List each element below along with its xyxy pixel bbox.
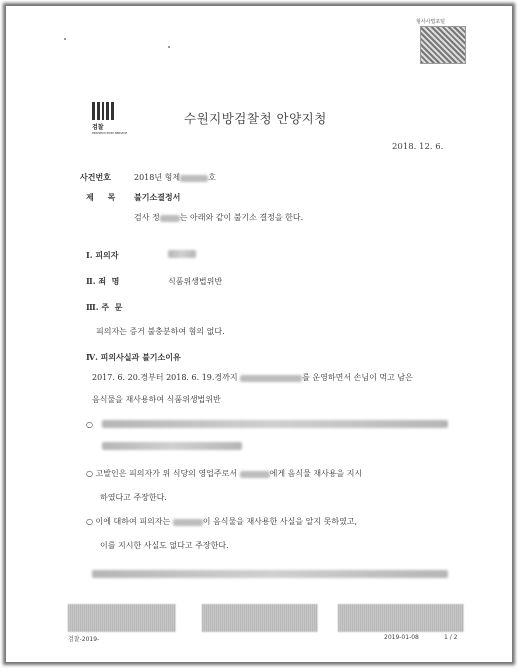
- stamp-label: 형사사법포털: [416, 19, 445, 25]
- qr-code: [420, 26, 466, 64]
- footer-barcode-right: [338, 604, 464, 632]
- logo-bars-icon: [92, 102, 114, 120]
- redacted: [160, 215, 180, 222]
- footer-barcode-left: [68, 604, 176, 632]
- document-date: 2018. 12. 6.: [392, 142, 444, 152]
- claim-3-line-1: ○ 이에 대하여 피의자는 이 음식물을 재사용한 사실을 알지 못하였고,: [86, 517, 358, 526]
- redacted: [173, 519, 203, 526]
- claim-2-line-1: ○ 고발인은 피의자가 위 식당의 영업주로서 에게 음식물 재사용을 지시: [86, 469, 363, 478]
- subject-value: 불기소결정서: [134, 192, 181, 202]
- section-1-label: Ⅰ. 피의자: [86, 250, 119, 260]
- prosecution-logo: [92, 102, 128, 135]
- logo-subtext: PROSECUTION SERVICE: [92, 131, 128, 135]
- redacted-suspect-name: [168, 250, 196, 258]
- case-number-value: 2018년 형제 호: [134, 173, 216, 182]
- facts-line-1: 2017. 6. 20.경부터 2018. 6. 19.경까지 를 운영하면서 손님이 먹고 남은: [92, 373, 413, 382]
- section-4-label: Ⅳ. 피의사실과 불기소이유: [86, 352, 181, 362]
- redacted-conclusion-line: [92, 570, 448, 578]
- section-2-label: Ⅱ. 죄 명: [86, 276, 120, 286]
- redacted: [180, 175, 208, 182]
- document-page: [6, 6, 512, 662]
- footer-barcode-middle: [202, 604, 318, 632]
- section-3-value: 피의자는 증거 불충분하여 혐의 없다.: [96, 327, 225, 336]
- section-2-value: 식품위생법위반: [168, 277, 223, 286]
- intro-line: 검사 정 는 아래와 같이 불기소 결정을 한다.: [134, 213, 304, 222]
- redacted-claim-1-line-2: [102, 442, 242, 450]
- facts-line-2: 음식물을 재사용하여 식품위생법위반: [92, 395, 221, 404]
- subject-label: 제 목: [86, 192, 116, 202]
- claim-3-line-2: 이를 지시한 사실도 없다고 주장한다.: [100, 541, 229, 550]
- footer-page: 1 / 2: [444, 634, 458, 641]
- claim-1-bullet: ○: [86, 420, 93, 429]
- footer-doc-id: 검찰-2019-: [68, 636, 100, 643]
- redacted: [240, 471, 270, 478]
- claim-2-line-2: 하였다고 주장한다.: [100, 493, 167, 502]
- redacted: [240, 375, 302, 382]
- footer-date: 2019-01-08: [384, 634, 419, 641]
- scan-speck: [64, 38, 66, 40]
- office-title: 수원지방검찰청 안양지청: [184, 111, 327, 126]
- scan-speck: [168, 46, 170, 48]
- case-number-label: 사건번호: [80, 172, 111, 182]
- logo-text: 검찰: [92, 124, 104, 131]
- redacted-claim-1-line-1: [102, 420, 448, 428]
- section-3-label: Ⅲ. 주 문: [86, 302, 123, 312]
